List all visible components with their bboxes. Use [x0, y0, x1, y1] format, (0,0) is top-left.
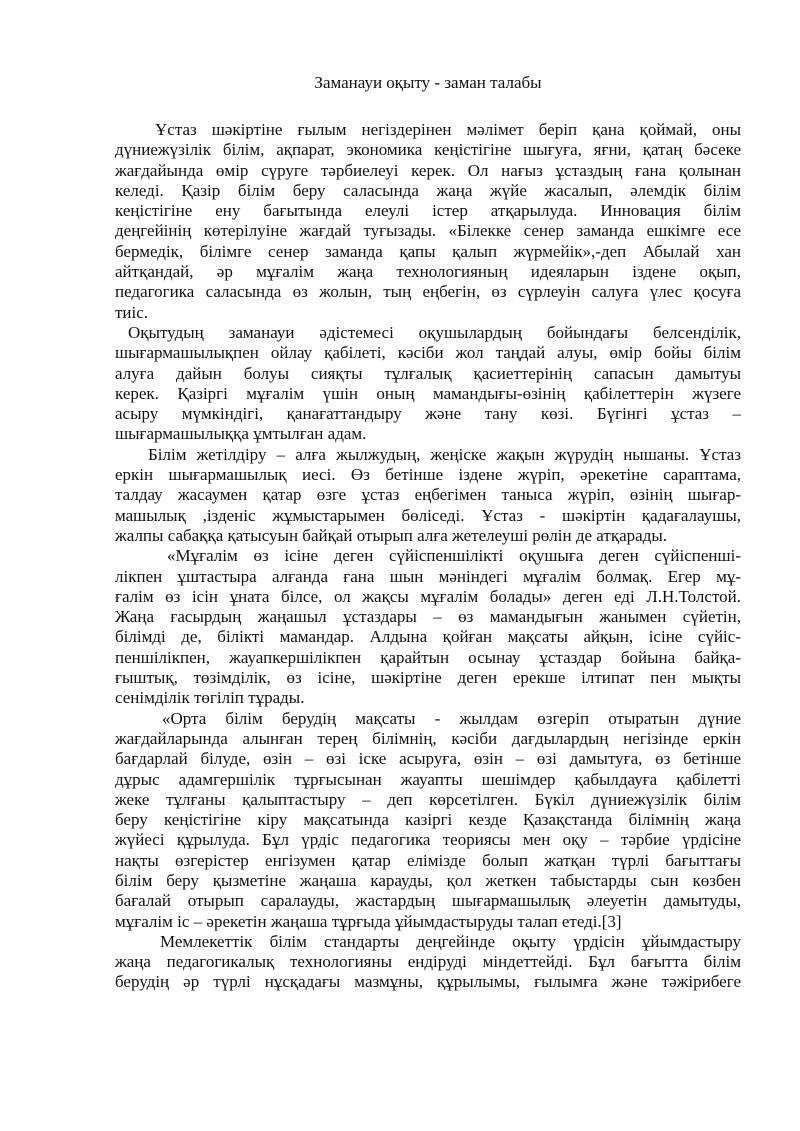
- text-line: мұғалім іс – әрекетін жаңаша тұрғыда ұйымдастыруды талап етеді.[3]: [115, 911, 622, 931]
- text-line: нақты өзгерістер енгізумен қатар елімізде болып жатқан түрлі бағыттағы: [115, 850, 741, 870]
- paragraph: [115, 546, 741, 708]
- text-line: ғыштық, төзімділік, өз ісіне, шәкіртіне деген ерекше ілтипат пен мықты: [115, 668, 741, 688]
- text-line: тиіс.: [115, 302, 149, 322]
- text-line: жаңа педагогикалық технологияны ендіруді міндеттейді. Бұл бағытта білім: [115, 952, 741, 972]
- document-body: [115, 120, 741, 993]
- text-line: алуға дайын болуы сияқты тұлғалық қасиеттерінің сапасын дамытуы: [115, 363, 741, 383]
- text-line: Оқытудың заманауи әдістемесі оқушылардың бойындағы белсенділік,: [128, 322, 741, 342]
- text-line: Білім жетілдіру – алға жылжудың, жеңіске жақын жүрудің нышаны. Ұстаз: [148, 444, 741, 464]
- text-line: Жаңа ғасырдың жаңашыл ұстаздары – өз мамандығын жанымен сүйетін,: [115, 607, 741, 627]
- text-line: жағдайларында алынған терең білімнің, кәсіби дағдылардың негізінде еркін: [115, 728, 741, 748]
- text-line: жеке тұлғаны қалыптастыру – деп көрсетілген. Бүкіл дүниежүзілік білім: [115, 789, 741, 809]
- text-line: ғалім өз ісін ұната білсе, ол жақсы мұғалім болады» деген еді Л.Н.Толстой.: [115, 586, 741, 606]
- text-line: «Мұғалім өз ісіне деген сүйіспеншілікті оқушыға деген сүйіспеншi-: [167, 546, 741, 566]
- text-line: дүниежүзілік білім, ақпарат, экономика кеңістігіне шығуға, яғни, қатаң бәсеке: [115, 140, 741, 160]
- text-line: Мемлекеттік білім стандарты деңгейінде оқыту үрдісін ұйымдастыру: [160, 931, 741, 951]
- paragraph: [115, 932, 741, 993]
- text-line: керек. Қазіргі мұғалім үшін оның мамандығы-өзінің қабілеттерін жүзеге: [115, 383, 741, 403]
- text-line: талдау жасаумен қатар өзге ұстаз еңбегімен таныса жүріп, өзінің шығар-: [115, 485, 741, 505]
- text-line: жүйесі құрылуда. Бұл үрдіс педагогика теориясы мен оқу – тәрбие үрдісіне: [115, 830, 741, 850]
- text-line: сенімділік төгіліп тұрады.: [115, 688, 305, 708]
- text-line: деңгейінің көтерілуіне жағдай туғызады. «Білекке сенер заманда ешкімге есе: [115, 221, 741, 241]
- text-line: бермедік, білімге сенер заманда қапы қалып жүрмейік»,-деп Абылай хан: [115, 241, 741, 261]
- text-line: беру кеңістігіне кіру мақсатында казіргі кезде Қазақстанда білімнің жаңа: [115, 810, 741, 830]
- paragraph: [115, 120, 741, 323]
- text-line: дұрыс адамгершілік тұрғысынан жауапты шешімдер қабылдауға қабілетті: [115, 769, 741, 789]
- text-line: еркін шығармашылық иесі. Өз бетінше іздене жүріп, әрекетіне сараптама,: [115, 465, 741, 485]
- text-line: берудің әр түрлі нұсқадағы мазмұны, құрылымы, ғылымға және тәжірибеге: [115, 972, 741, 992]
- text-line: пеншілікпен, жауапкершілікпен қарайтын осынау ұстаздар бойына байқа-: [115, 647, 741, 667]
- text-line: бағдарлай білуде, өзін – өзі іске асыруға, өзін – өзі дамытуға, өз бетінше: [115, 749, 741, 769]
- text-line: Ұстаз шәкіртіне ғылым негіздерінен мәлімет беріп қана қоймай, оны: [155, 120, 741, 139]
- text-line: машылық ,ізденіс жұмыстарымен бөліседі. Ұстаз - шәкіртін қадағалаушы,: [115, 505, 741, 525]
- text-line: білім беру қызметіне жаңаша карауды, қол жеткен табыстарды сын көзбен: [115, 870, 741, 890]
- paragraph: [115, 709, 741, 932]
- text-line: асыру мүмкіндігі, қанағаттандыру және тану көзі. Бүгінгі ұстаз –: [115, 404, 741, 424]
- text-line: лікпен ұштастыра алғанда ғана шын мәніндегі мұғалім болмақ. Егер мұ-: [115, 566, 741, 586]
- text-line: «Орта білім берудің мақсаты - жылдам өзгеріп отыратын дүние: [162, 708, 741, 728]
- paragraph: [115, 323, 741, 445]
- document-page: [115, 72, 741, 993]
- paragraph: [115, 445, 741, 546]
- text-line: шығармашылыққа ұмтылған адам.: [115, 424, 367, 444]
- text-line: келеді. Қазір білім беру саласында жаңа жүйе жасалып, әлемдік білім: [115, 180, 741, 200]
- text-line: білімді де, білікті мамандар. Алдына қойған мақсаты айқын, ісіне сүйіс-: [115, 627, 741, 647]
- text-line: жағдайында өмір сүруге тәрбиелеуі керек. Ол нағыз ұстаздың ғана қолынан: [115, 160, 741, 180]
- document-title: Заманауи оқыту - заман талабы: [314, 73, 542, 92]
- text-line: жалпы сабаққа қатысуын байқай отырып алға жетелеуші рөлін де атқарады.: [115, 525, 668, 545]
- text-line: кеңістігіне ену бағытында елеулі істер атқарылуда. Инновация білім: [115, 201, 741, 221]
- text-line: айтқандай, әр мұғалім жаңа технологияның идеяларын іздене оқып,: [115, 262, 741, 282]
- text-line: бағалай отырып саралауды, жастардың шығармашылық әлеуетін дамытуды,: [115, 891, 741, 911]
- text-line: шығармашылықпен ойлау қабілеті, кәсіби жол таңдай алуы, өмір бойы білім: [115, 343, 741, 363]
- text-line: педагогика саласында өз жолын, тың еңбегін, өз сүрлеуін салуға үлес қосуға: [115, 282, 741, 302]
